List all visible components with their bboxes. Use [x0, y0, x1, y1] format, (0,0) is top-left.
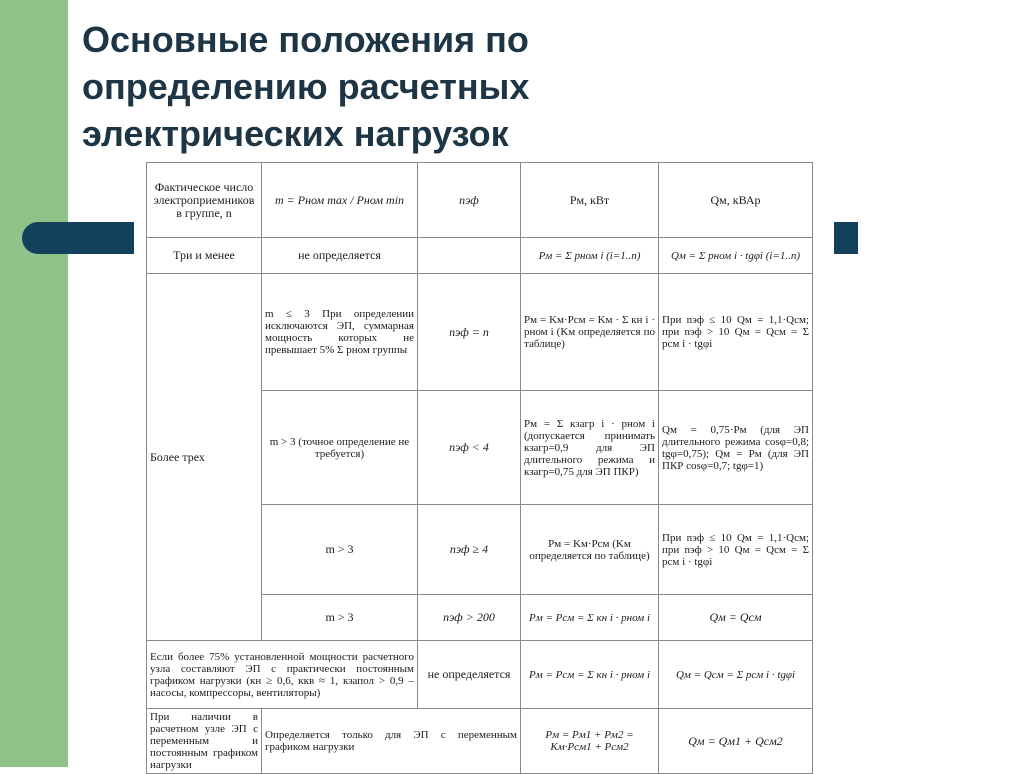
- table-cell: Pм = Kм·Pсм (Kм определяется по таблице): [521, 505, 659, 595]
- table-cell: Qм = Qм1 + Qсм2: [659, 709, 813, 774]
- table-cell: m > 3: [262, 595, 418, 641]
- table-cell: nэф < 4: [418, 391, 521, 505]
- table-cell: Если более 75% установленной мощности расчетного узла составляют ЭП с практически постоянным графиком нагрузки (кн ≥ 0,6, ккв ≈ 1, кзапол > 0,9 – насосы, компрессоры, вентиляторы): [147, 641, 418, 709]
- table-cell: Три и менее: [147, 238, 262, 274]
- group-label-cell: Более трех: [147, 274, 262, 641]
- table-cell: Qм = Σ pном i · tgφi (i=1..n): [659, 238, 813, 274]
- header-cell-neff: nэф: [418, 163, 521, 238]
- header-cell-ratio: m = Pном max / Pном min: [262, 163, 418, 238]
- title-line-1: Основные положения по: [82, 19, 529, 60]
- decorative-bar-left: [22, 222, 134, 254]
- table-cell: m > 3: [262, 505, 418, 595]
- table-cell: m > 3 (точное определение не требуется): [262, 391, 418, 505]
- load-calculation-table: [146, 162, 813, 774]
- slide-title: [82, 16, 782, 157]
- table-cell: nэф = n: [418, 274, 521, 391]
- decorative-bar-right: [834, 222, 858, 254]
- table-cell: m ≤ 3 При определении исключаются ЭП, суммарная мощность которых не превышает 5% Σ pном группы: [262, 274, 418, 391]
- title-line-3: электрических нагрузок: [82, 113, 509, 154]
- table-cell: Pм = Σ pном i (i=1..n): [521, 238, 659, 274]
- table-row: [147, 709, 813, 774]
- table-cell: Pм = Kм·Pсм = Kм · Σ кн i · pном i (Kм определяется по таблице): [521, 274, 659, 391]
- table-cell: nэф > 200: [418, 595, 521, 641]
- table-cell: не определяется: [418, 641, 521, 709]
- table-row: [147, 274, 813, 391]
- table-header-row: [147, 163, 813, 238]
- table-cell: nэф ≥ 4: [418, 505, 521, 595]
- title-line-2: определению расчетных: [82, 66, 530, 107]
- table-cell: Pм = Pсм = Σ кн i · pном i: [521, 595, 659, 641]
- table-row: [147, 641, 813, 709]
- table-cell: Определяется только для ЭП с переменным графиком нагрузки: [262, 709, 521, 774]
- table-cell: Pм = Pм1 + Pм2 = Kм·Pсм1 + Pсм2: [521, 709, 659, 774]
- table-cell: При nэф ≤ 10 Qм = 1,1·Qсм; при nэф > 10 Qм = Qсм = Σ pсм i · tgφi: [659, 274, 813, 391]
- table-cell: Qм = 0,75·Pм (для ЭП длительного режима cosφ=0,8; tgφ=0,75); Qм = Pм (для ЭП ПКР cosφ=0,7; tgφ=1): [659, 391, 813, 505]
- table-cell: При nэф ≤ 10 Qм = 1,1·Qсм; при nэф > 10 Qм = Qсм = Σ pсм i · tgφi: [659, 505, 813, 595]
- header-cell-count: Фактическое число электроприемников в группе, n: [147, 163, 262, 238]
- table-cell: Pм = Pсм = Σ кн i · pном i: [521, 641, 659, 709]
- table-cell: Pм = Σ кзагр i · pном i (допускается принимать кзагр=0,9 для ЭП длительного режима и кзагр=0,75 для ЭП ПКР): [521, 391, 659, 505]
- table-cell: Qм = Qсм = Σ pсм i · tgφi: [659, 641, 813, 709]
- table-cell: При наличии в расчетном узле ЭП с переменным и постоянным графиком нагрузки: [147, 709, 262, 774]
- left-green-band: [0, 0, 68, 767]
- table-cell: [418, 238, 521, 274]
- table-row: [147, 238, 813, 274]
- header-cell-qm: Qм, кВАр: [659, 163, 813, 238]
- header-cell-pm: Pм, кВт: [521, 163, 659, 238]
- table-cell: Qм = Qсм: [659, 595, 813, 641]
- table-cell: не определяется: [262, 238, 418, 274]
